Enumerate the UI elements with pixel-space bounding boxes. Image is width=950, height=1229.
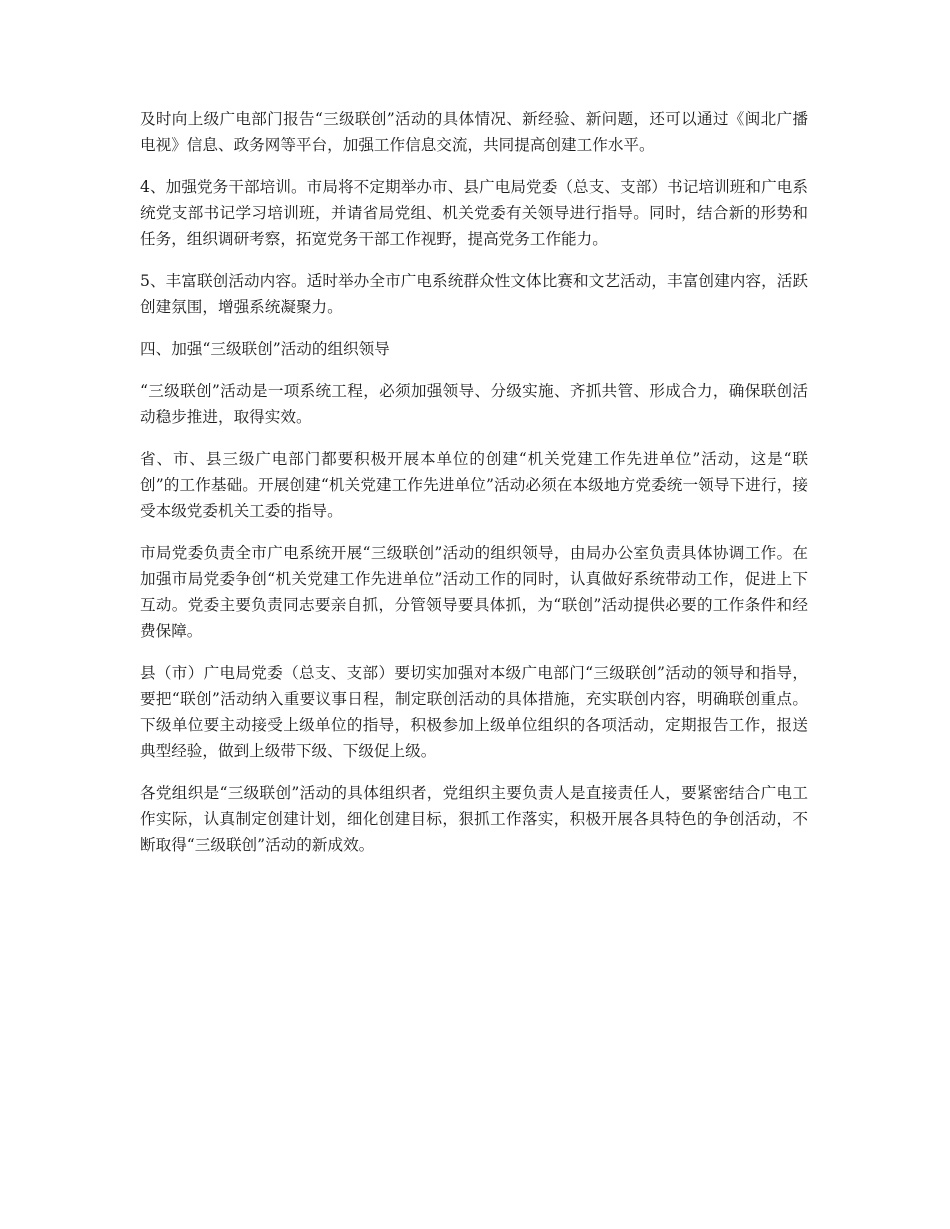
paragraph-three-level-departments: 省、市、县三级广电部门都要积极开展本单位的创建“机关党建工作先进单位”活动，这是“联创”的工作基础。开展创建“机关党建工作先进单位”活动必须在本级地方党委统一领导下进行，接受本级党委机关工委的指导。	[140, 450, 808, 520]
paragraph-county-bureau: 县（市）广电局党委（总支、支部）要切实加强对本级广电部门“三级联创”活动的领导和指导，要把“联创”活动纳入重要议事日程，制定联创活动的具体措施，充实联创内容，明确联创重点。下级单位要主动接受上级单位的指导，积极参加上级单位组织的各项活动，定期报告工作，报送典型经验，做到上级带下级、下级促上级。	[140, 664, 808, 760]
paragraph-system-project: “三级联创”活动是一项系统工程，必须加强领导、分级实施、齐抓共管、形成合力，确保联创活动稳步推进，取得实效。	[140, 382, 808, 426]
paragraph-party-organizations: 各党组织是“三级联创”活动的具体组织者，党组织主要负责人是直接责任人，要紧密结合广电工作实际，认真制定创建计划，细化创建目标，狠抓工作落实，积极开展各具特色的争创活动，不断取得“三级联创”活动的新成效。	[140, 784, 808, 854]
section-heading-4: 四、加强“三级联创”活动的组织领导	[140, 340, 390, 358]
document-body	[140, 106, 808, 874]
paragraph-item-4-training: 4、加强党务干部培训。市局将不定期举办市、县广电局党委（总支、支部）书记培训班和广电系统党支部书记学习培训班，并请省局党组、机关党委有关领导进行指导。同时，结合新的形势和任务，组织调研考察，拓宽党务干部工作视野，提高党务工作能力。	[140, 178, 808, 248]
paragraph-city-bureau-committee: 市局党委负责全市广电系统开展“三级联创”活动的组织领导，由局办公室负责具体协调工作。在加强市局党委争创“机关党建工作先进单位”活动工作的同时，认真做好系统带动工作，促进上下互动。党委主要负责同志要亲自抓，分管领导要具体抓，为“联创”活动提供必要的工作条件和经费保障。	[140, 544, 808, 640]
paragraph-continued-report: 及时向上级广电部门报告“三级联创”活动的具体情况、新经验、新问题，还可以通过《闽北广播电视》信息、政务网等平台，加强工作信息交流，共同提高创建工作水平。	[140, 110, 808, 154]
paragraph-item-5-activities: 5、丰富联创活动内容。适时举办全市广电系统群众性文体比赛和文艺活动，丰富创建内容，活跃创建氛围，增强系统凝聚力。	[140, 272, 808, 316]
